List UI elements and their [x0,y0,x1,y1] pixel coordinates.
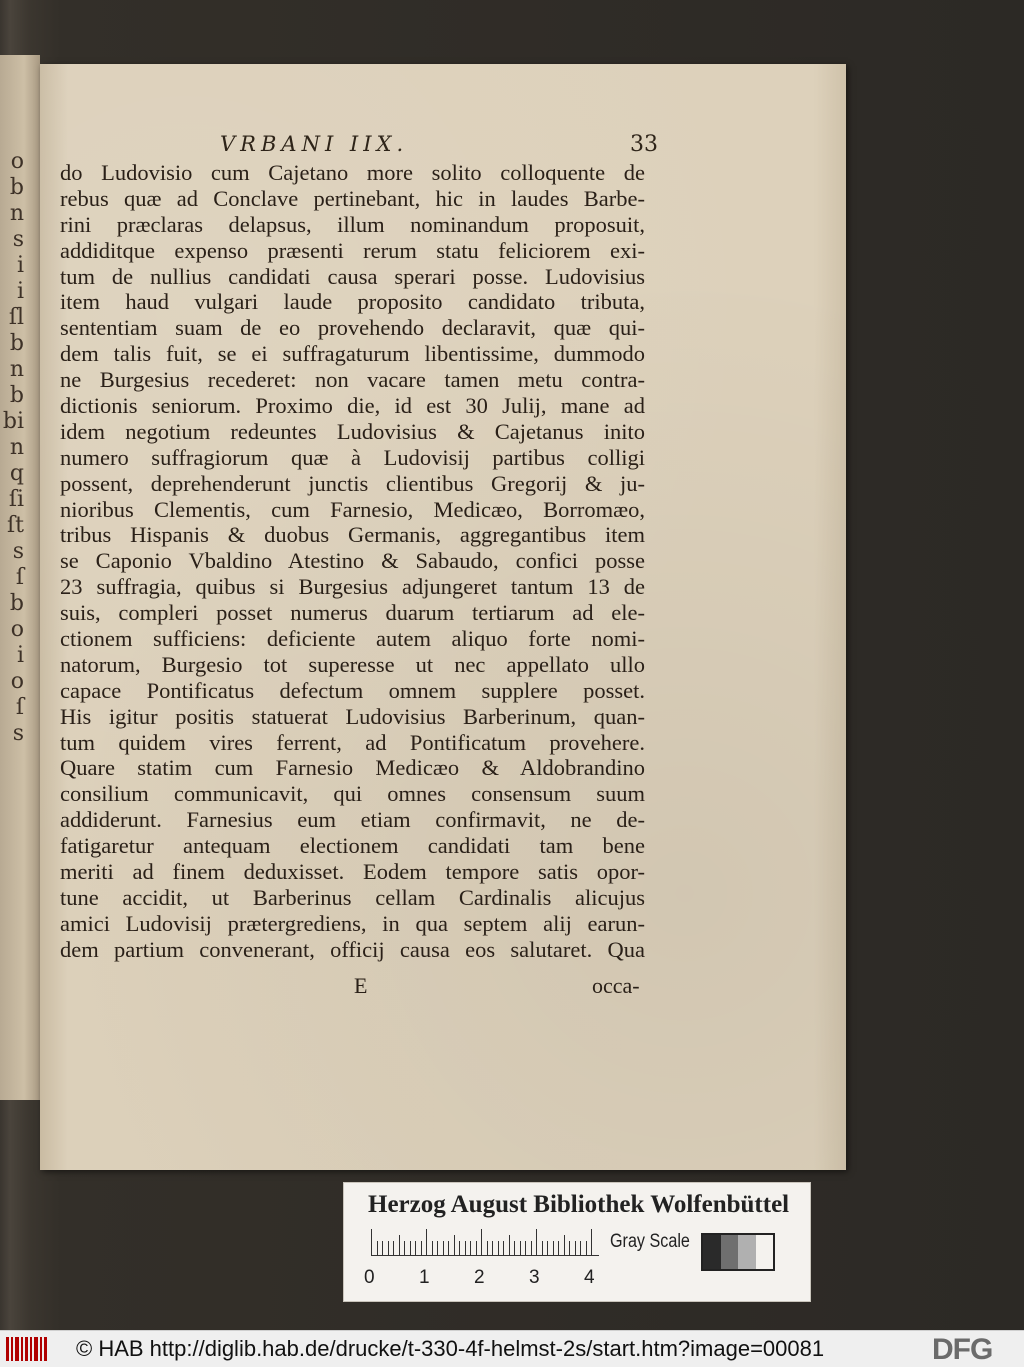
footer-bar [0,1330,1024,1367]
ruler-tick [459,1241,460,1255]
ruler-tick [399,1235,400,1255]
page-number: 33 [630,132,658,157]
text-line: ctionem sufficiens: deficiente autem aliquo forte nomi- [60,626,645,652]
ruler-tick [415,1241,416,1255]
gray-swatch [738,1235,756,1269]
ruler-tick [580,1241,581,1255]
ruler-tick [410,1241,411,1255]
ruler-tick [575,1241,576,1255]
text-line: natorum, Burgesio tot superesse ut nec appellato ullo [60,651,645,677]
text-line: sententiam suam de eo provehendo declaravit, quæ qui- [60,315,645,341]
previous-page-glyph: n [9,201,24,226]
gray-scale-swatches [701,1233,775,1271]
library-name: Herzog August Bibliothek Wolfenbüttel [368,1191,790,1218]
ruler-tick [536,1229,537,1255]
text-line: ne Burgesius recederet: non vacare tamen metu contra- [60,367,645,393]
ruler-tick [481,1229,482,1255]
ruler-tick [514,1241,515,1255]
ruler-tick [476,1241,477,1255]
previous-page-glyph: s [12,227,24,252]
running-head-title: VRBANI IIX. [220,132,409,156]
ruler-tick [542,1241,543,1255]
running-head [180,132,680,162]
previous-page-glyph: s [12,721,24,746]
ruler-tick [547,1241,548,1255]
text-line: do Ludovisio cum Cajetano more solito colloquente de [60,160,645,185]
ruler-tick [377,1241,378,1255]
previous-page-glyph: o [10,149,24,174]
ruler-tick [426,1229,427,1255]
text-line: amici Ludovisij prætergrediens, in qua septem alij earun- [60,910,645,936]
text-line: tum de nullius candidati causa sperari posse. Ludovisius [60,263,645,289]
scale-ruler [371,1229,599,1269]
previous-page-glyph: n [9,357,24,382]
ruler-tick [591,1229,592,1255]
text-line: dictionis seniorum. Proximo die, id est 30 Julij, mane ad [60,393,645,419]
previous-page-glyph: ſi [8,487,24,512]
text-line: Quare statim cum Farnesio Medicæo & Aldobrandino [60,755,645,781]
ruler-tick [432,1241,433,1255]
previous-page-edge [0,55,40,1100]
text-line: tum quidem vires ferrent, ad Pontificatum provehere. [60,729,645,755]
text-line: dem talis fuit, se ei suffragaturum libentissime, dummodo [60,341,645,367]
body-text [60,160,645,963]
text-line: fatigaretur antequam electionem candidati tam bene [60,833,645,859]
library-color-chart [343,1182,811,1302]
previous-page-glyph: o [10,617,24,642]
previous-page-glyph: b [9,591,24,616]
dfg-logo: DFG [932,1333,993,1366]
ruler-baseline [371,1255,599,1256]
ruler-tick [448,1241,449,1255]
previous-page-glyph: o [10,669,24,694]
ruler-tick [525,1241,526,1255]
previous-page-glyph: b [9,383,24,408]
previous-page-glyph: b [9,331,24,356]
gray-scale-label: Gray Scale [610,1231,690,1252]
text-line: rini præclaras delapsus, illum nominandum proposuit, [60,211,645,237]
text-line: tune accidit, ut Barberinus cellam Cardinalis alicujus [60,884,645,910]
ruler-tick [569,1241,570,1255]
ruler-tick [470,1241,471,1255]
text-line: His igitur positis statuerat Ludovisius Barberinum, quan- [60,703,645,729]
previous-page-glyph: i [16,253,24,278]
gray-swatch [756,1235,774,1269]
previous-page-glyph: ſ [15,565,24,590]
gray-swatch [721,1235,739,1269]
previous-page-glyph: b [9,175,24,200]
ruler-tick [492,1241,493,1255]
text-line: item haud vulgari laude proposito candidato tributa, [60,289,645,315]
book-page [40,64,846,1170]
text-line: capace Pontificatus defectum omnem supplere posset. [60,677,645,703]
ruler-tick [564,1235,565,1255]
ruler-number: 2 [474,1267,485,1288]
ruler-tick [382,1241,383,1255]
text-line: consilium communicavit, qui omnes consensum suum [60,781,645,807]
text-line: rebus quæ ad Conclave pertinebant, hic in laudes Barbe- [60,185,645,211]
previous-page-glyph: bi [2,409,24,434]
ruler-tick [520,1241,521,1255]
ruler-tick [421,1241,422,1255]
ruler-tick [509,1235,510,1255]
previous-page-glyph: i [16,279,24,304]
text-line: numero suffragiorum quæ à Ludovisij partibus colligi [60,444,645,470]
ruler-tick [465,1241,466,1255]
footer-source-url[interactable]: © HAB http://diglib.hab.de/drucke/t-330-4f-helmst-2s/start.htm?image=00081 [76,1336,825,1361]
previous-page-glyph: q [9,461,24,486]
previous-page-glyph: ſt [7,513,24,538]
ruler-number: 0 [364,1267,375,1288]
text-line: possent, deprehenderunt junctis clientibus Gregorij & ju- [60,470,645,496]
previous-page-glyph: s [12,539,24,564]
text-line: addiderunt. Farnesius eum etiam confirmavit, ne de- [60,807,645,833]
text-line: suis, compleri posset numerus duarum tertiarum ad ele- [60,600,645,626]
ruler-tick [393,1241,394,1255]
previous-page-glyph: ſl [8,305,24,330]
ruler-number: 1 [419,1267,430,1288]
text-line: 23 suffragia, quibus si Burgesius adjungeret tantum 13 de [60,574,645,600]
gray-swatch [703,1235,721,1269]
text-line: meriti ad finem deduxisset. Eodem tempore satis opor- [60,859,645,885]
ruler-number: 4 [584,1267,595,1288]
barcode-icon [6,1337,50,1361]
ruler-tick [443,1241,444,1255]
catchword: occa- [592,973,640,998]
ruler-tick [437,1241,438,1255]
ruler-tick [558,1241,559,1255]
text-line: addiditque expenso præsenti rerum statu feliciorem exi- [60,237,645,263]
ruler-tick [498,1241,499,1255]
text-line: idem negotium redeuntes Ludovisius & Cajetanus inito [60,418,645,444]
ruler-tick [503,1241,504,1255]
previous-page-glyph: ſ [15,695,24,720]
text-line: se Caponio Vbaldino Atestino & Sabaudo, confici posse [60,548,645,574]
ruler-tick [404,1241,405,1255]
ruler-number: 3 [529,1267,540,1288]
previous-page-glyph: n [9,435,24,460]
ruler-tick [388,1241,389,1255]
ruler-tick [487,1241,488,1255]
ruler-tick [454,1235,455,1255]
ruler-tick [586,1241,587,1255]
ruler-tick [531,1241,532,1255]
ruler-tick [371,1229,372,1255]
signature-mark: E [354,973,368,998]
text-line: dem partium convenerant, officij causa eos salutaret. Qua [60,936,645,962]
ruler-tick [553,1241,554,1255]
text-line: nioribus Clementis, cum Farnesio, Medicæo, Borromæo, [60,496,645,522]
previous-page-glyph: i [16,643,24,668]
text-line: tribus Hispanis & duobus Germanis, aggregantibus item [60,522,645,548]
